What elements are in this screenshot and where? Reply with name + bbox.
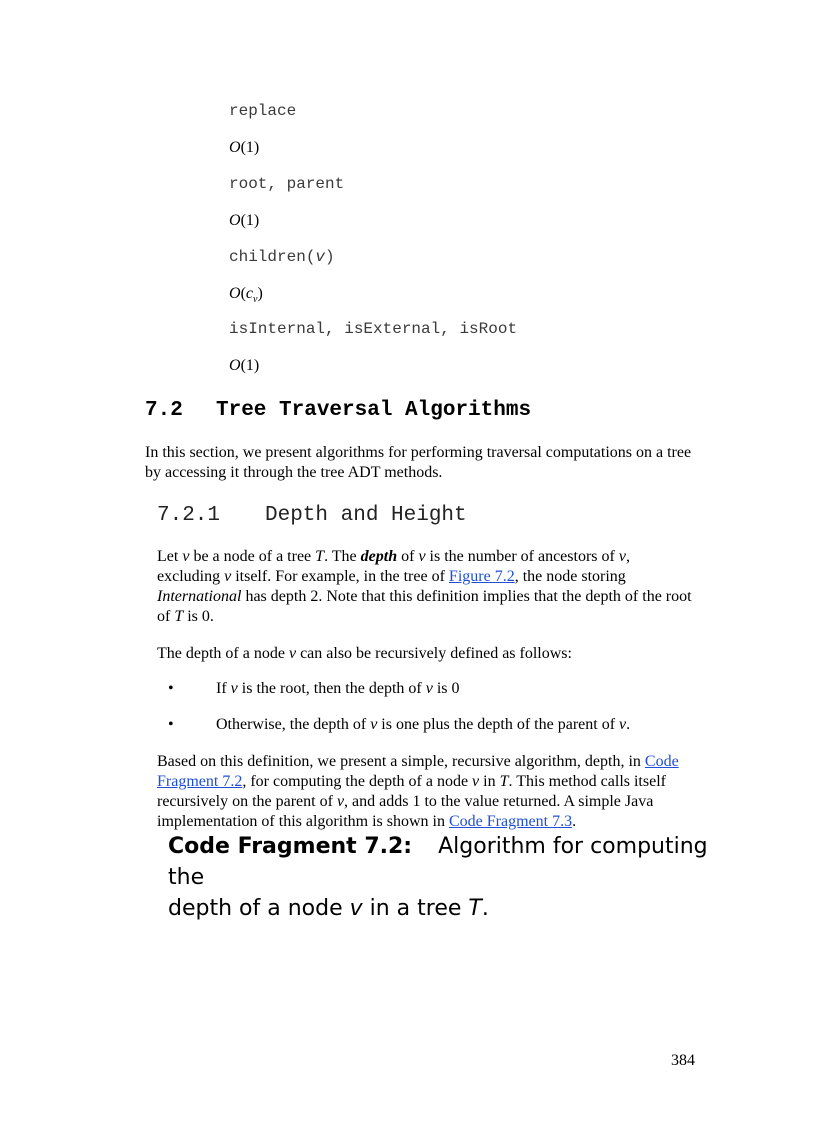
subsection-number: 7.2.1 xyxy=(157,504,221,527)
section-intro: In this section, we present algorithms for performing traversal computations on a tree by accessing it through the tree ADT methods. xyxy=(145,444,692,481)
figure-7-2-link[interactable]: Figure 7.2 xyxy=(448,568,515,585)
bullet-marker: • xyxy=(168,680,174,697)
cost-is-methods: O(1) xyxy=(229,357,260,374)
cost-replace: O(1) xyxy=(229,139,260,156)
op-root-parent: root, parent xyxy=(229,175,345,193)
algorithm-paragraph: Based on this definition, we present a simple, recursive algorithm, depth, in Code Fragment 7.2, for computing the depth of a node v in T. This method calls itself recursively on the parent of v, and adds 1 to the value returned. A simple Java implementation of this algorithm is shown in Code Fragment 7.3. xyxy=(157,753,679,830)
depth-definition-paragraph: Let v be a node of a tree T. The depth of v is the number of ancestors of v, excluding v itself. For example, in the tree of Figure 7.2, the node storing International has depth 2. Note that this definition implies that the depth of the root of T is 0. xyxy=(157,548,692,625)
op-children: children(v) xyxy=(229,248,335,266)
op-replace: replace xyxy=(229,102,297,120)
op-is-methods: isInternal, isExternal, isRoot xyxy=(229,320,518,338)
bullet-item-root: If v is the root, then the depth of v is 0 xyxy=(216,680,460,697)
code-fragment-7-2-link[interactable]: Code xyxy=(644,753,679,770)
bullet-marker: • xyxy=(168,716,174,733)
subsection-title: Depth and Height xyxy=(265,504,467,527)
section-number: 7.2 xyxy=(145,399,183,422)
recursive-definition-intro: The depth of a node v can also be recursively defined as follows: xyxy=(157,645,572,662)
code-fragment-caption: Code Fragment 7.2: Algorithm for computing the depth of a node v in a tree T. xyxy=(168,834,708,921)
section-title: Tree Traversal Algorithms xyxy=(216,399,532,422)
page-number: 384 xyxy=(671,1052,695,1069)
code-fragment-7-3-link[interactable]: Code Fragment 7.3 xyxy=(448,813,573,830)
code-fragment-label: Code Fragment 7.2: xyxy=(168,834,413,859)
cost-root-parent: O(1) xyxy=(229,212,260,229)
bullet-item-otherwise: Otherwise, the depth of v is one plus the depth of the parent of v. xyxy=(216,716,631,733)
cost-children: $O(c_v)$ xyxy=(229,285,263,306)
code-fragment-7-2-link-cont[interactable]: Fragment 7.2 xyxy=(157,773,243,790)
